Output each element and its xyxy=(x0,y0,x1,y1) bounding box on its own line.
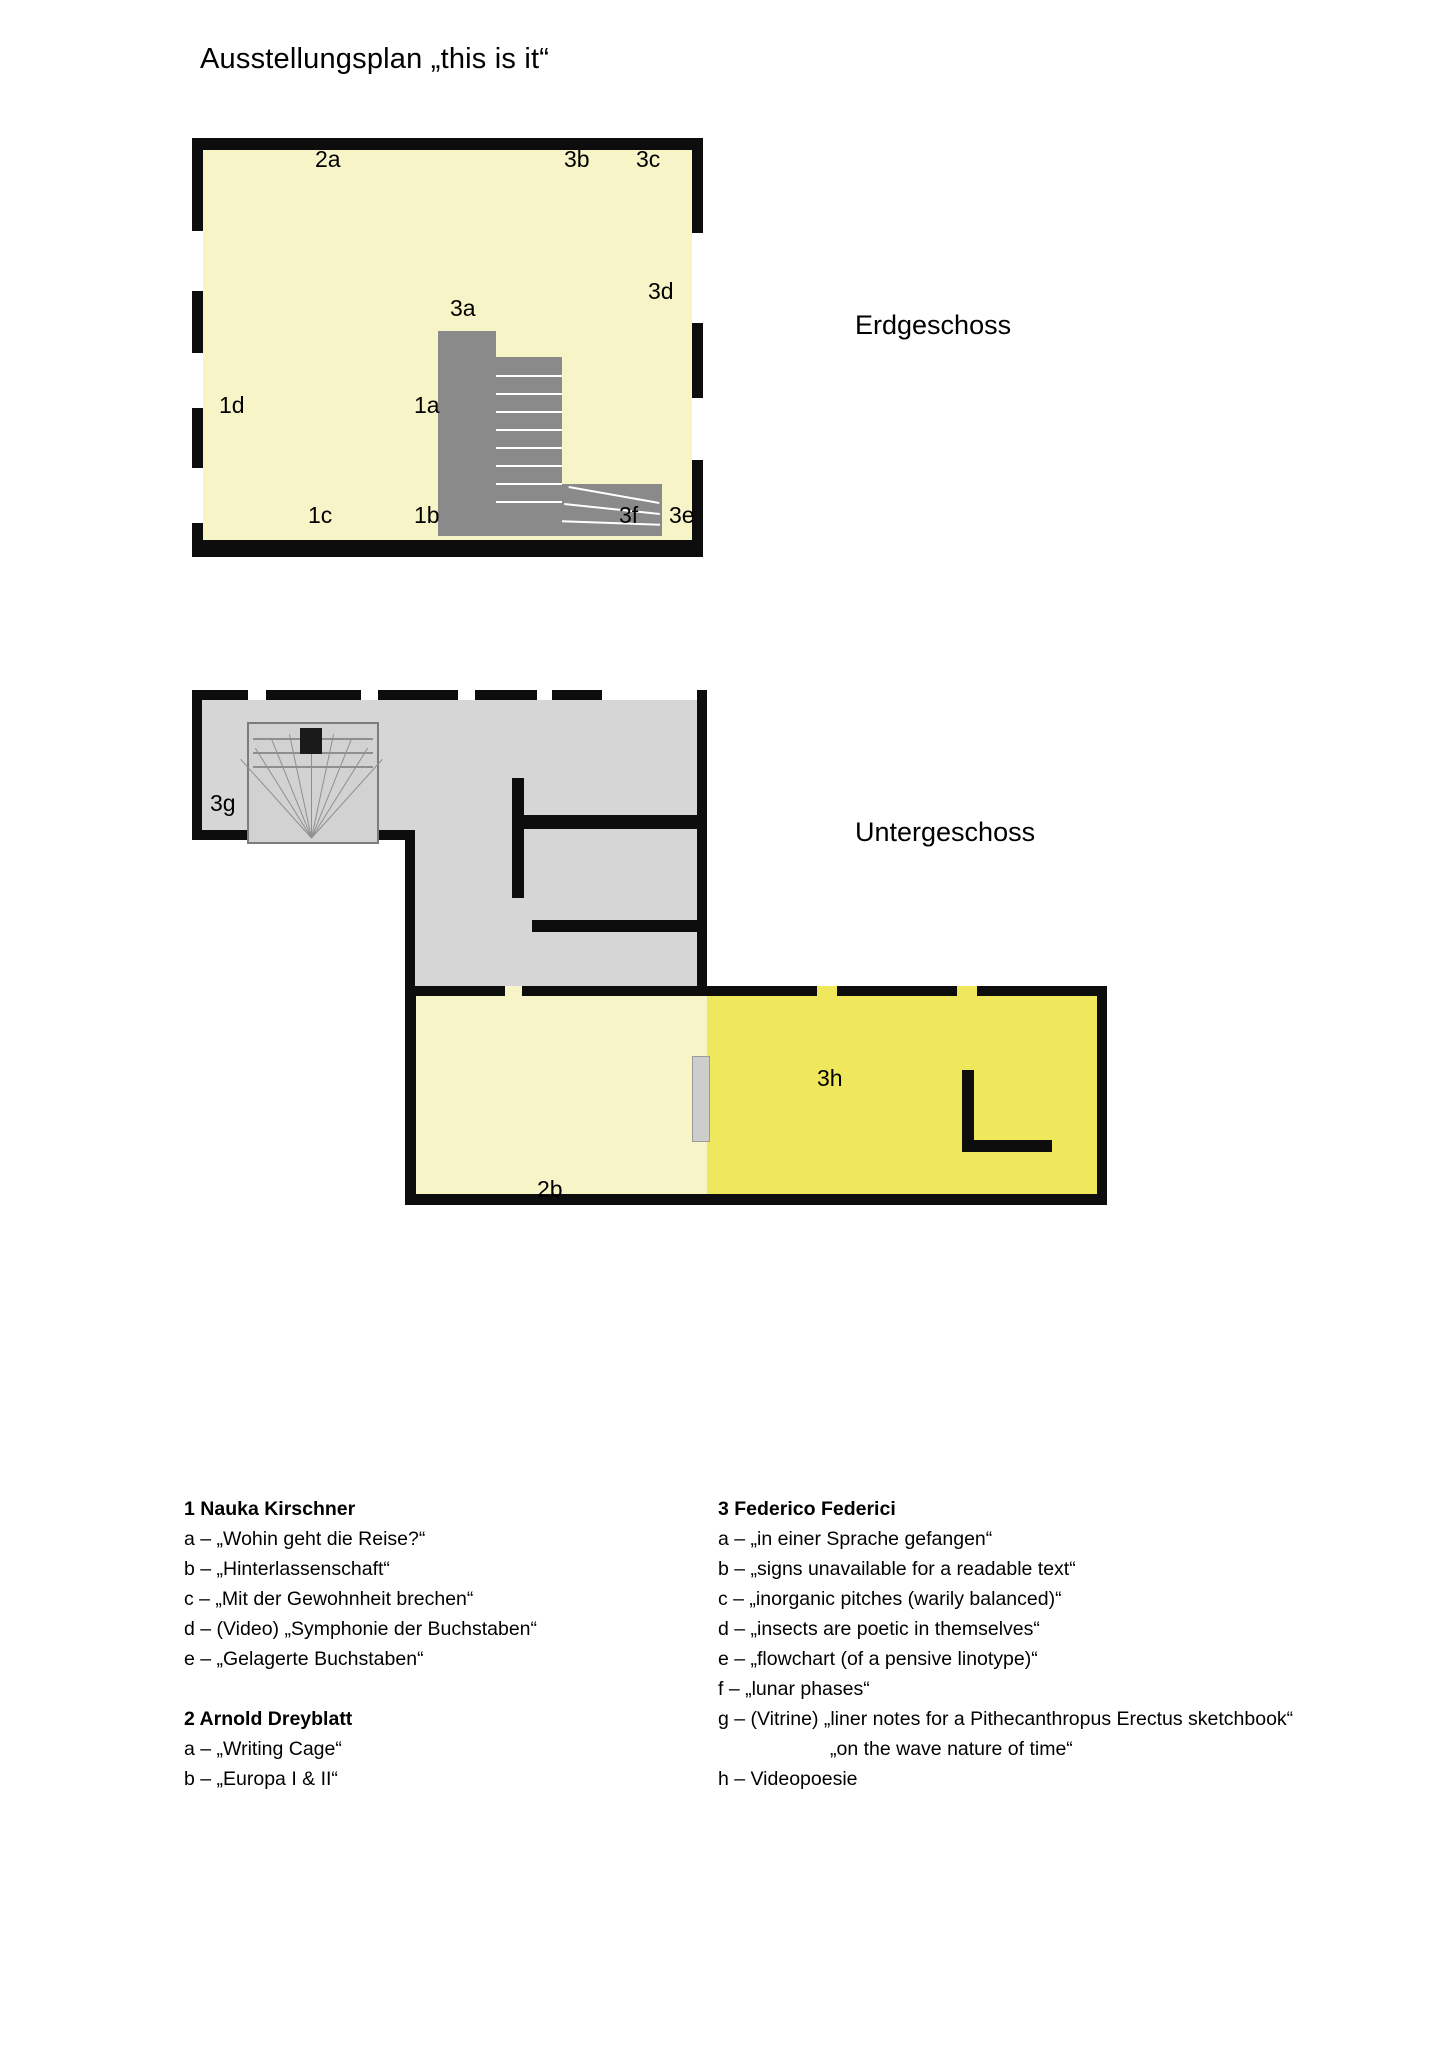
label-3d: 3d xyxy=(648,278,674,304)
legend-item-1b: b – „Hinterlassenschaft“ xyxy=(184,1558,390,1580)
label-3e: 3e xyxy=(669,502,695,528)
legend-item-3d: d – „insects are poetic in themselves“ xyxy=(718,1618,1040,1640)
wall-opening-left-middle xyxy=(192,353,203,408)
basement-floor-caption: Untergeschoss xyxy=(855,817,1036,847)
wall-top-b xyxy=(266,690,361,700)
legend-heading-1: 1 Nauka Kirschner xyxy=(184,1498,356,1520)
label-3g: 3g xyxy=(210,790,236,816)
wall-basement-mid-b xyxy=(522,986,707,996)
vitrine-display-case xyxy=(692,1056,710,1142)
wall-mid-vertical xyxy=(405,830,415,995)
legend-item-3h: h – Videopoesie xyxy=(718,1768,858,1790)
wall-inner-vertical-1 xyxy=(512,778,524,898)
label-1b: 1b xyxy=(414,502,440,528)
legend-item-3b: b – „signs unavailable for a readable text“ xyxy=(718,1558,1076,1580)
label-1d: 1d xyxy=(219,392,245,418)
legend-column-right xyxy=(718,1494,1293,1794)
legend-item-2a: a – „Writing Cage“ xyxy=(184,1738,342,1760)
wall-inner-vertical-2 xyxy=(962,1070,974,1150)
wall-top-e xyxy=(552,690,602,700)
legend-item-1c: c – „Mit der Gewohnheit brechen“ xyxy=(184,1588,474,1610)
wall-right-lower xyxy=(1097,986,1107,1204)
wall-basement-mid-e xyxy=(977,986,1107,996)
legend-item-1e: e – „Gelagerte Buchstaben“ xyxy=(184,1648,424,1670)
basement-room-3h xyxy=(707,986,1107,1204)
legend-item-1d: d – (Video) „Symphonie der Buchstaben“ xyxy=(184,1618,538,1640)
legend-item-3a: a – „in einer Sprache gefangen“ xyxy=(718,1528,993,1550)
wall-top-a xyxy=(192,690,248,700)
page-title: Ausstellungsplan „this is it“ xyxy=(200,43,550,75)
label-3f: 3f xyxy=(619,502,639,528)
wall-inner-horizontal-3 xyxy=(962,1140,1052,1152)
legend-column-left xyxy=(184,1494,537,1794)
wall-top-c xyxy=(378,690,458,700)
wall-left-bottom xyxy=(405,986,416,1205)
stair-newel-post xyxy=(300,728,322,754)
label-3b: 3b xyxy=(564,146,590,172)
label-1a: 1a xyxy=(414,392,440,418)
basement-room-2b xyxy=(415,986,707,1204)
legend-item-2b: b – „Europa I & II“ xyxy=(184,1768,338,1790)
wall-opening-left-lower xyxy=(192,468,203,523)
wall-basement-mid-c xyxy=(707,986,817,996)
legend-heading-3: 3 Federico Federici xyxy=(718,1498,896,1520)
label-1c: 1c xyxy=(308,502,333,528)
wall-basement-mid-d xyxy=(837,986,957,996)
legend-item-1a: a – „Wohin geht die Reise?“ xyxy=(184,1528,426,1550)
legend-spacer xyxy=(184,1674,537,1704)
wall-left-upper xyxy=(192,690,202,840)
label-3c: 3c xyxy=(636,146,661,172)
basement-void-area xyxy=(200,840,415,986)
legend-item-3g: g – (Vitrine) „liner notes for a Pithecanthropus Erectus sketchbook“ xyxy=(718,1708,1294,1730)
legend-item-3c: c – „inorganic pitches (warily balanced)“ xyxy=(718,1588,1062,1610)
wall-basement-mid-a xyxy=(415,986,505,996)
basement-grey-lower xyxy=(415,840,706,986)
wall-top-d xyxy=(475,690,537,700)
legend-item-3f: f – „lunar phases“ xyxy=(718,1678,870,1700)
legend-item-3e: e – „flowchart (of a pensive linotype)“ xyxy=(718,1648,1038,1670)
wall-opening-right-upper xyxy=(692,233,703,323)
wall-inner-horizontal-2 xyxy=(532,920,707,932)
wall-opening-right-lower xyxy=(692,398,703,460)
label-2b: 2b xyxy=(537,1176,563,1202)
stair-core-block xyxy=(438,331,496,536)
label-3h: 3h xyxy=(817,1065,843,1091)
stair-run-vertical xyxy=(496,357,562,536)
stair-run-horizontal xyxy=(562,484,662,536)
label-2a: 2a xyxy=(315,146,341,172)
wall-bottom xyxy=(405,1194,1107,1205)
legend-item-3g-continued: „on the wave nature of time“ xyxy=(830,1738,1073,1760)
wall-opening-left-upper xyxy=(192,231,203,291)
wall-inner-horizontal-1 xyxy=(512,815,707,829)
label-3a: 3a xyxy=(450,295,476,321)
ground-floor-plan xyxy=(192,138,712,558)
legend-heading-2: 2 Arnold Dreyblatt xyxy=(184,1708,353,1730)
wall-right-upper xyxy=(697,690,707,990)
basement-floor-plan xyxy=(192,690,1092,1250)
ground-floor-caption: Erdgeschoss xyxy=(855,310,1012,340)
